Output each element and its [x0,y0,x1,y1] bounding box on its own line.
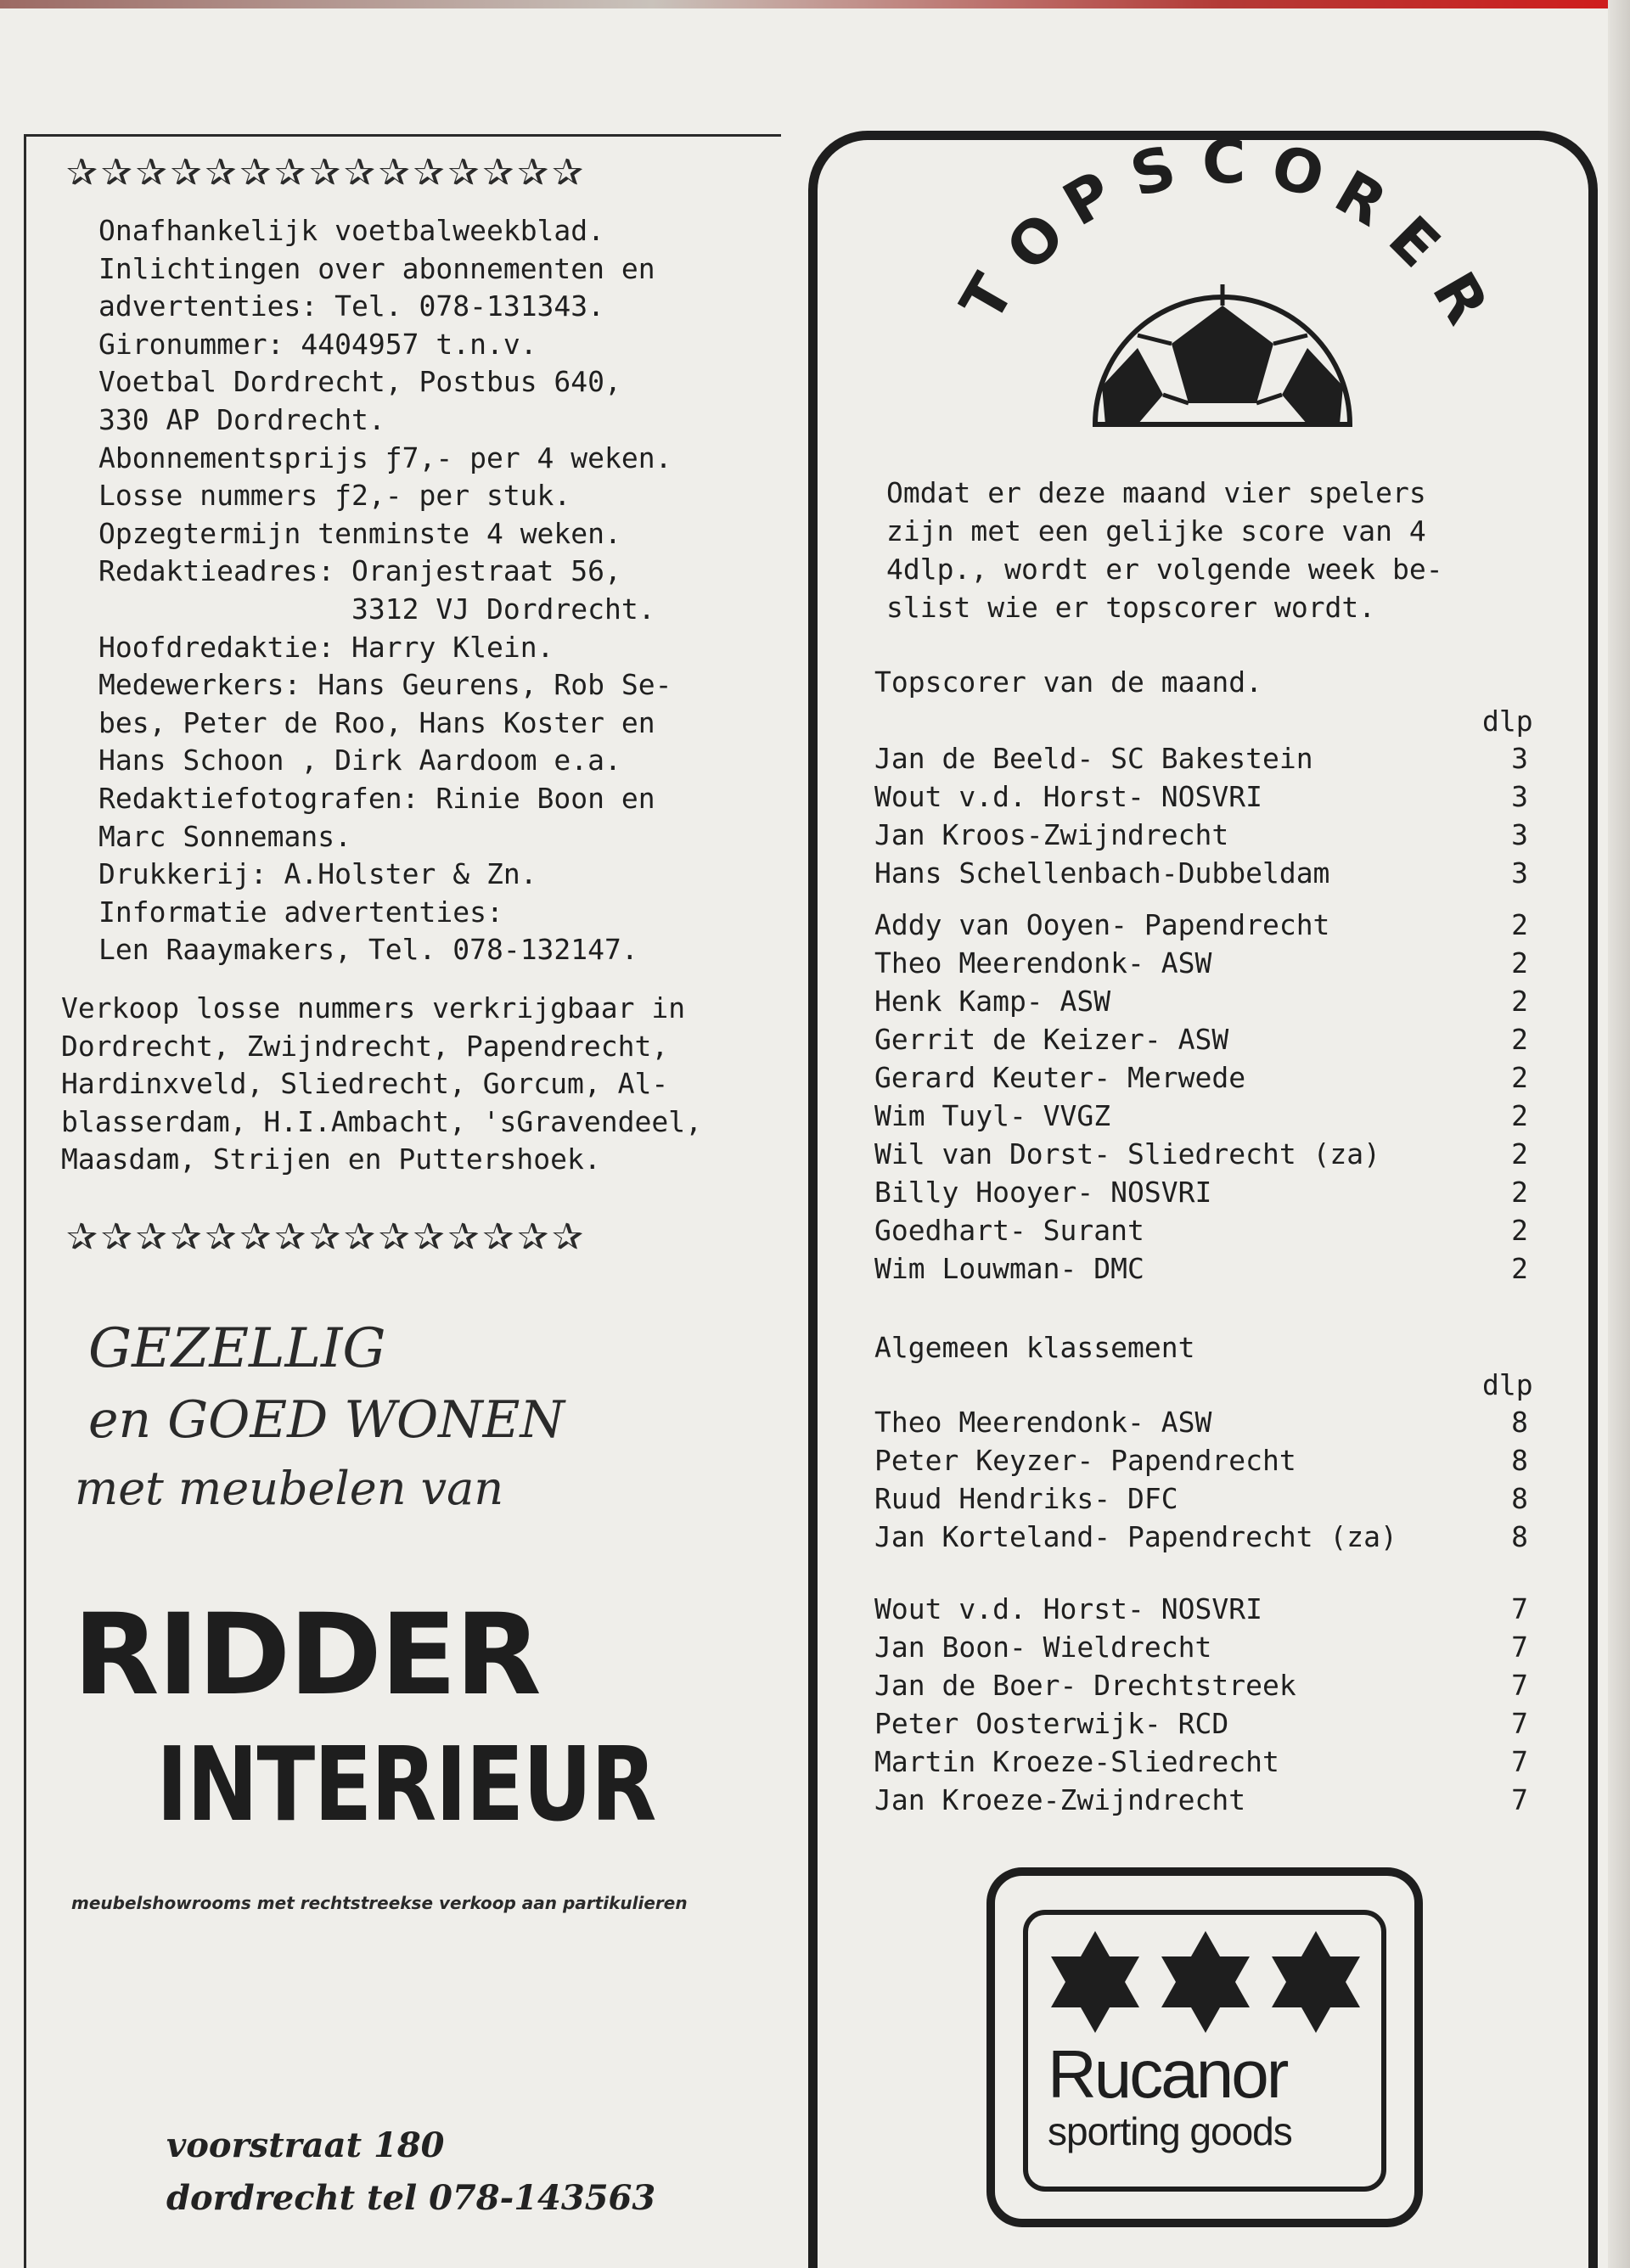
score-row [874,1176,1528,1213]
score-row [874,985,1528,1022]
colophon-line: Hoofdredaktie: Harry Klein. [98,630,554,664]
score-row [874,1669,1528,1706]
player-name: Theo Meerendonk- ASW [874,1406,1212,1439]
player-score: 7 [1511,1631,1528,1664]
player-score: 7 [1511,1592,1528,1625]
player-name: Wout v.d. Horst- NOSVRI [874,1592,1262,1625]
colophon-line: Gironummer: 4404957 t.n.v. [98,327,537,361]
score-row [874,1444,1528,1481]
topscorer-title-letter: O [1264,131,1331,212]
score-row [874,908,1528,946]
player-score: 2 [1511,1252,1528,1285]
score-row [874,1520,1528,1558]
colophon-line: advertenties: Tel. 078-131343. [98,289,605,323]
score-row [874,856,1528,894]
overall-col-label: dlp [1482,1368,1533,1401]
player-score: 2 [1511,1137,1528,1170]
score-row [874,1023,1528,1060]
page-top-edge [0,0,1630,8]
score-row [874,818,1528,856]
colophon-line: Drukkerij: A.Holster & Zn. [98,857,537,891]
player-name: Jan Kroeze-Zwijndrecht [874,1783,1246,1816]
score-row [874,780,1528,817]
player-name: Wout v.d. Horst- NOSVRI [874,780,1262,813]
player-name: Peter Oosterwijk- RCD [874,1707,1229,1740]
stars-top-row: ✰✰✰✰✰✰✰✰✰✰✰✰✰✰✰ [66,151,587,194]
player-name: Jan Boon- Wieldrecht [874,1631,1212,1664]
score-row [874,1631,1528,1668]
colophon-line: 330 AP Dordrecht. [98,402,385,436]
overall-heading: Algemeen klassement [874,1331,1195,1364]
player-score: 8 [1511,1406,1528,1439]
ad-goed-wonen: en GOED WONEN [88,1390,565,1450]
left-column-top-rule [24,134,781,137]
sales-line: Dordrecht, Zwijndrecht, Papendrecht, [61,1029,669,1063]
left-column-side-rule [24,134,26,2268]
colophon-line: Hans Schoon , Dirk Aardoom e.a. [98,744,621,778]
colophon-line: Abonnementsprijs ƒ7,- per 4 weken. [98,441,672,474]
topscorer-title-letter: S [1123,132,1183,211]
score-row [874,1783,1528,1821]
player-name: Wim Louwman- DMC [874,1252,1144,1285]
player-name: Wil van Dorst- Sliedrecht (za) [874,1137,1381,1170]
score-row [874,1099,1528,1137]
player-score: 2 [1511,1214,1528,1247]
player-name: Jan de Boer- Drechtstreek [874,1669,1296,1702]
topscorer-title-letter: P [1051,157,1125,240]
colophon-line: 3312 VJ Dordrecht. [98,592,655,626]
player-name: Ruud Hendriks- DFC [874,1482,1178,1515]
intro-line: slist wie er topscorer wordt. [886,591,1376,624]
sales-line: Maasdam, Strijen en Puttershoek. [61,1142,601,1176]
player-score: 8 [1511,1482,1528,1515]
topscorer-title-letter: T [947,262,1028,334]
ridder-address-street: voorstraat 180 [166,2125,445,2165]
score-row [874,1707,1528,1744]
monthly-heading: Topscorer van de maand. [874,665,1262,699]
player-score: 2 [1511,1176,1528,1209]
ridder-logo-line2: INTERIEUR [156,1726,655,1844]
colophon-line: Inlichtingen over abonnementen en [98,251,655,285]
topscorer-title-letter: R [1324,156,1398,240]
rucanor-stars-icon [1040,1927,1371,2037]
intro-line: Omdat er deze maand vier spelers [886,476,1426,509]
colophon-line: Losse nummers ƒ2,- per stuk. [98,479,571,513]
score-row [874,1214,1528,1251]
ridder-logo-subtitle: meubelshowrooms met rechtstreekse verkoop aan partikulieren [71,1893,688,1913]
colophon-line: bes, Peter de Roo, Hans Koster en [98,705,655,739]
player-name: Billy Hooyer- NOSVRI [874,1176,1212,1209]
player-name: Martin Kroeze-Sliedrecht [874,1745,1279,1778]
player-name: Peter Keyzer- Papendrecht [874,1444,1296,1477]
player-name: Jan de Beeld- SC Bakestein [874,742,1313,775]
score-row [874,1592,1528,1630]
monthly-col-label: dlp [1482,705,1533,738]
player-name: Goedhart- Surant [874,1214,1144,1247]
ridder-logo-line1: RIDDER [73,1590,540,1721]
player-score: 8 [1511,1520,1528,1553]
sales-points [61,990,702,1179]
player-name: Theo Meerendonk- ASW [874,946,1212,980]
rucanor-tagline: sporting goods [1048,2109,1292,2153]
score-row [874,742,1528,779]
player-score: 7 [1511,1669,1528,1702]
colophon-line: Onafhankelijk voetbalweekblad. [98,214,605,247]
player-score: 3 [1511,780,1528,813]
sales-line: Hardinxveld, Sliedrecht, Gorcum, Al- [61,1067,669,1101]
colophon-line: Informatie advertenties: [98,895,503,929]
player-name: Jan Korteland- Papendrecht (za) [874,1520,1397,1553]
score-row [874,1061,1528,1098]
player-score: 2 [1511,985,1528,1018]
ad-meubelen-van: met meubelen van [75,1462,504,1515]
stars-bottom-row: ✰✰✰✰✰✰✰✰✰✰✰✰✰✰✰ [66,1215,587,1259]
player-name: Jan Kroos-Zwijndrecht [874,818,1229,851]
colophon-line: Opzegtermijn tenminste 4 weken. [98,516,621,550]
player-name: Addy van Ooyen- Papendrecht [874,908,1330,941]
intro-line: zijn met een gelijke score van 4 [886,514,1426,547]
rucanor-brand: Rucanor [1048,2036,1287,2112]
player-score: 7 [1511,1783,1528,1816]
sales-line: blasserdam, H.I.Ambacht, 'sGravendeel, [61,1104,702,1138]
score-row [874,946,1528,984]
player-name: Gerard Keuter- Merwede [874,1061,1246,1094]
ridder-address-city-phone: dordrecht tel 078-143563 [166,2178,656,2218]
player-name: Henk Kamp- ASW [874,985,1111,1018]
score-row [874,1137,1528,1175]
page-right-edge [1608,0,1630,2268]
player-score: 2 [1511,1061,1528,1094]
masthead-colophon [98,212,672,969]
player-score: 2 [1511,1099,1528,1132]
player-score: 3 [1511,856,1528,890]
score-row [874,1745,1528,1782]
colophon-line: Len Raaymakers, Tel. 078-132147. [98,933,638,967]
colophon-line: Marc Sonnemans. [98,819,352,853]
player-score: 2 [1511,1023,1528,1056]
player-score: 7 [1511,1707,1528,1740]
player-score: 7 [1511,1745,1528,1778]
player-name: Hans Schellenbach-Dubbeldam [874,856,1330,890]
intro-line: 4dlp., wordt er volgende week be- [886,553,1443,586]
player-score: 3 [1511,742,1528,775]
colophon-line: Voetbal Dordrecht, Postbus 640, [98,365,621,399]
player-score: 3 [1511,818,1528,851]
ad-gezellig: GEZELLIG [88,1317,386,1380]
score-row [874,1482,1528,1519]
score-row [874,1252,1528,1289]
player-name: Gerrit de Keizer- ASW [874,1023,1229,1056]
sales-line: Verkoop losse nummers verkrijgbaar in [61,991,686,1025]
colophon-line: Redaktieadres: Oranjestraat 56, [98,554,621,588]
score-row [874,1406,1528,1443]
player-score: 2 [1511,908,1528,941]
player-score: 8 [1511,1444,1528,1477]
topscorer-title-letter: E [1375,202,1454,281]
topscorer-title-letter: O [992,199,1078,284]
colophon-line: Redaktiefotografen: Rinie Boon en [98,781,655,815]
topscorer-intro [886,474,1443,626]
player-score: 2 [1511,946,1528,980]
player-name: Wim Tuyl- VVGZ [874,1099,1111,1132]
topscorer-title-letter: C [1202,127,1246,197]
colophon-line: Medewerkers: Hans Geurens, Rob Se- [98,668,672,702]
soccer-ball-icon [1095,284,1350,424]
topscorer-title-letter: R [1419,261,1503,335]
